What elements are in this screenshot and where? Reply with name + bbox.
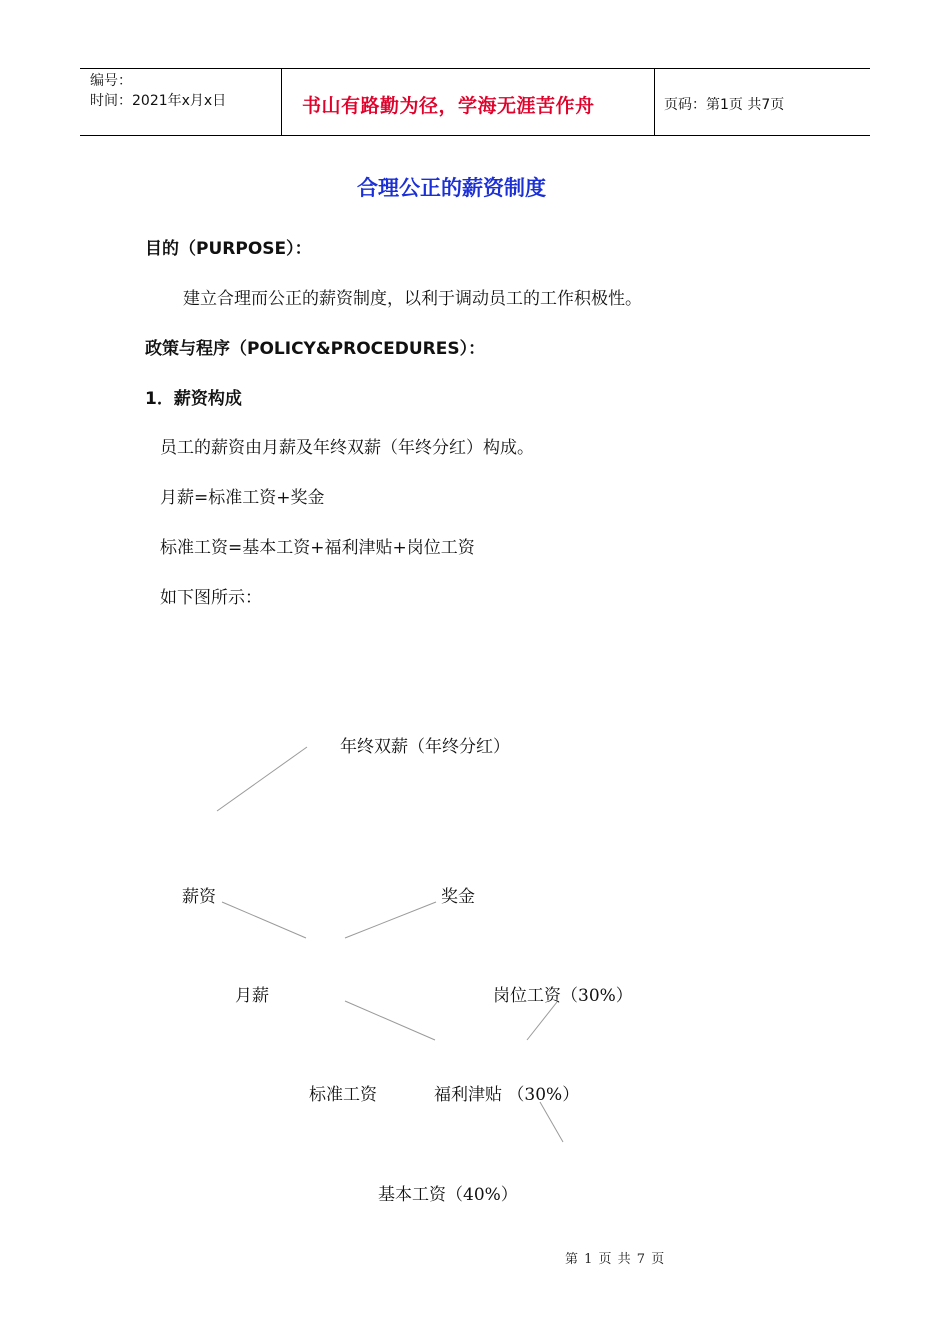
- diagram-salary: 薪资: [182, 887, 216, 907]
- document-number-label: 编号：: [90, 73, 132, 89]
- diagram-standard-pay: 标准工资: [309, 1085, 377, 1105]
- connector-salary-monthly: [222, 902, 306, 938]
- policy-line-monthly-formula: 月薪=标准工资+奖金: [160, 488, 325, 508]
- diagram-monthly-salary: 月薪: [235, 986, 269, 1006]
- connector-base: [540, 1102, 563, 1142]
- diagram-position-pay: 岗位工资（30%）: [493, 986, 633, 1006]
- connector-bonus-monthly: [345, 902, 436, 938]
- policy-heading: 政策与程序（POLICY&PROCEDURES）：: [145, 339, 486, 359]
- policy-line-standard-formula: 标准工资=基本工资+福利津贴+岗位工资: [160, 538, 475, 558]
- policy-line-figure-intro: 如下图所示：: [160, 588, 262, 608]
- document-date: 时间：2021年x月x日: [90, 93, 227, 109]
- policy-line-composition: 员工的薪资由月薪及年终双薪（年终分红）构成。: [160, 438, 534, 458]
- diagram-year-end-bonus: 年终双薪（年终分红）: [340, 737, 510, 757]
- document-title: 合理公正的薪资制度: [357, 176, 546, 200]
- footer-page-number: 第 1 页 共 7 页: [565, 1252, 666, 1267]
- purpose-text: 建立合理而公正的薪资制度，以利于调动员工的工作积极性。: [183, 289, 642, 309]
- diagram-bonus: 奖金: [441, 887, 475, 907]
- section1-heading: 1．薪资构成: [145, 389, 242, 409]
- connector-position: [527, 1002, 557, 1040]
- connector-monthly-standard: [345, 1001, 435, 1040]
- purpose-heading: 目的（PURPOSE）：: [145, 239, 312, 259]
- connector-year-end: [217, 747, 307, 811]
- header-motto: 书山有路勤为径，学海无涯苦作舟: [302, 95, 595, 117]
- header-page-info: 页码：第1页 共7页: [664, 97, 785, 113]
- diagram-allowance: 福利津贴 （30%）: [434, 1085, 580, 1105]
- diagram-base-pay: 基本工资（40%）: [378, 1185, 518, 1205]
